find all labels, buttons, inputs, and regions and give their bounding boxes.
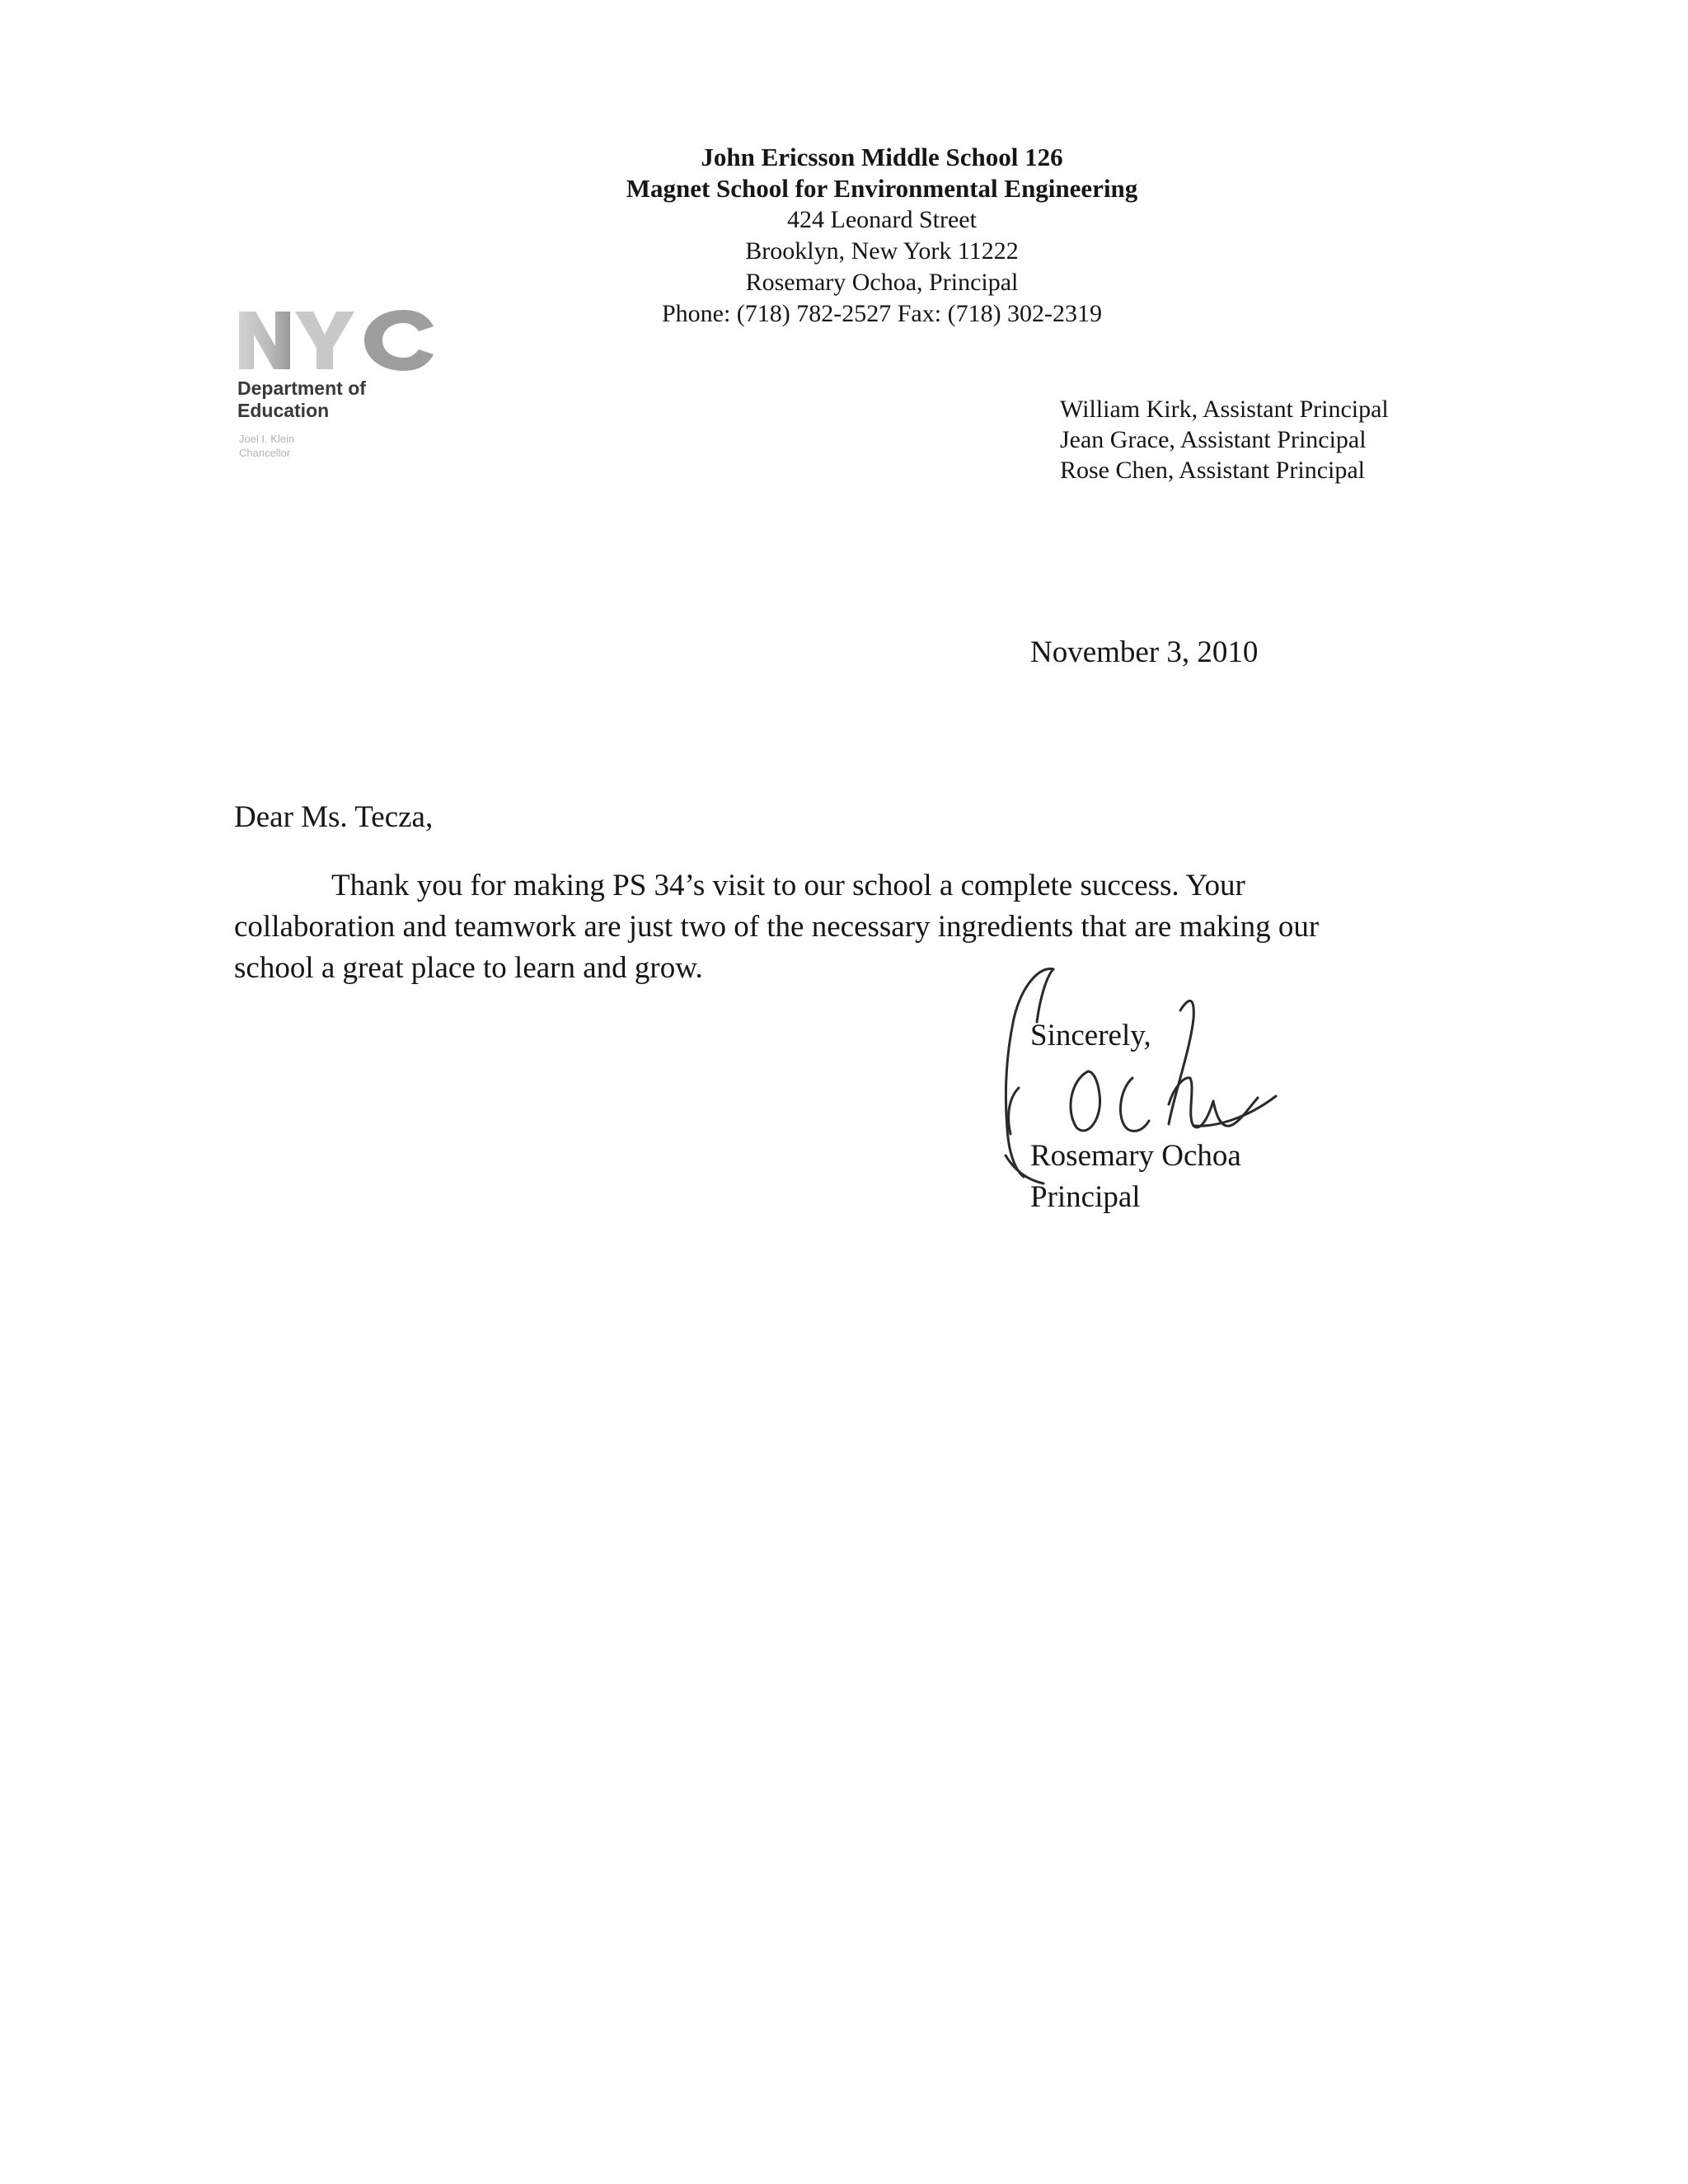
chancellor-name: Joel I. Klein [239, 433, 295, 445]
nyc-doe-logo [236, 310, 450, 475]
valediction: Sincerely, [1030, 1019, 1151, 1052]
body-line: collaboration and teamwork are just two of the necessary ingredients that are making our [234, 910, 1320, 944]
school-contact: Phone: (718) 782-2527 Fax: (718) 302-2319 [661, 300, 1103, 327]
letter-closing [1030, 1015, 1241, 1218]
body-line: Thank you for making PS 34’s visit to our school a complete success. Your [331, 869, 1245, 902]
salutation: Dear Ms. Tecza, [234, 800, 434, 834]
signer-name: Rosemary Ochoa [1030, 1139, 1241, 1173]
letter-body [234, 865, 1437, 989]
school-name: John Ericsson Middle School 126 [701, 143, 1063, 171]
school-subtitle: Magnet School for Environmental Engineering [626, 174, 1138, 203]
letterhead [495, 142, 1269, 330]
school-city: Brooklyn, New York 11222 [745, 237, 1019, 265]
assistant-principal: William Kirk, Assistant Principal [1060, 396, 1389, 423]
signer-title: Principal [1030, 1180, 1141, 1214]
assistant-principals [1060, 394, 1389, 485]
body-line: school a great place to learn and grow. [234, 951, 703, 985]
chancellor-credit [239, 432, 294, 460]
letter-date: November 3, 2010 [1030, 635, 1259, 669]
assistant-principal: Rose Chen, Assistant Principal [1060, 457, 1365, 484]
nyc-doe-logo-icon [239, 310, 437, 371]
school-street: 424 Leonard Street [787, 206, 977, 233]
department-line-2: Education [237, 400, 330, 421]
department-line-1: Department of [237, 377, 366, 399]
department-name [237, 377, 366, 422]
assistant-principal: Jean Grace, Assistant Principal [1060, 426, 1367, 453]
school-principal: Rosemary Ochoa, Principal [745, 269, 1019, 296]
chancellor-title: Chancellor [239, 447, 291, 459]
signature-space [1030, 1057, 1241, 1136]
